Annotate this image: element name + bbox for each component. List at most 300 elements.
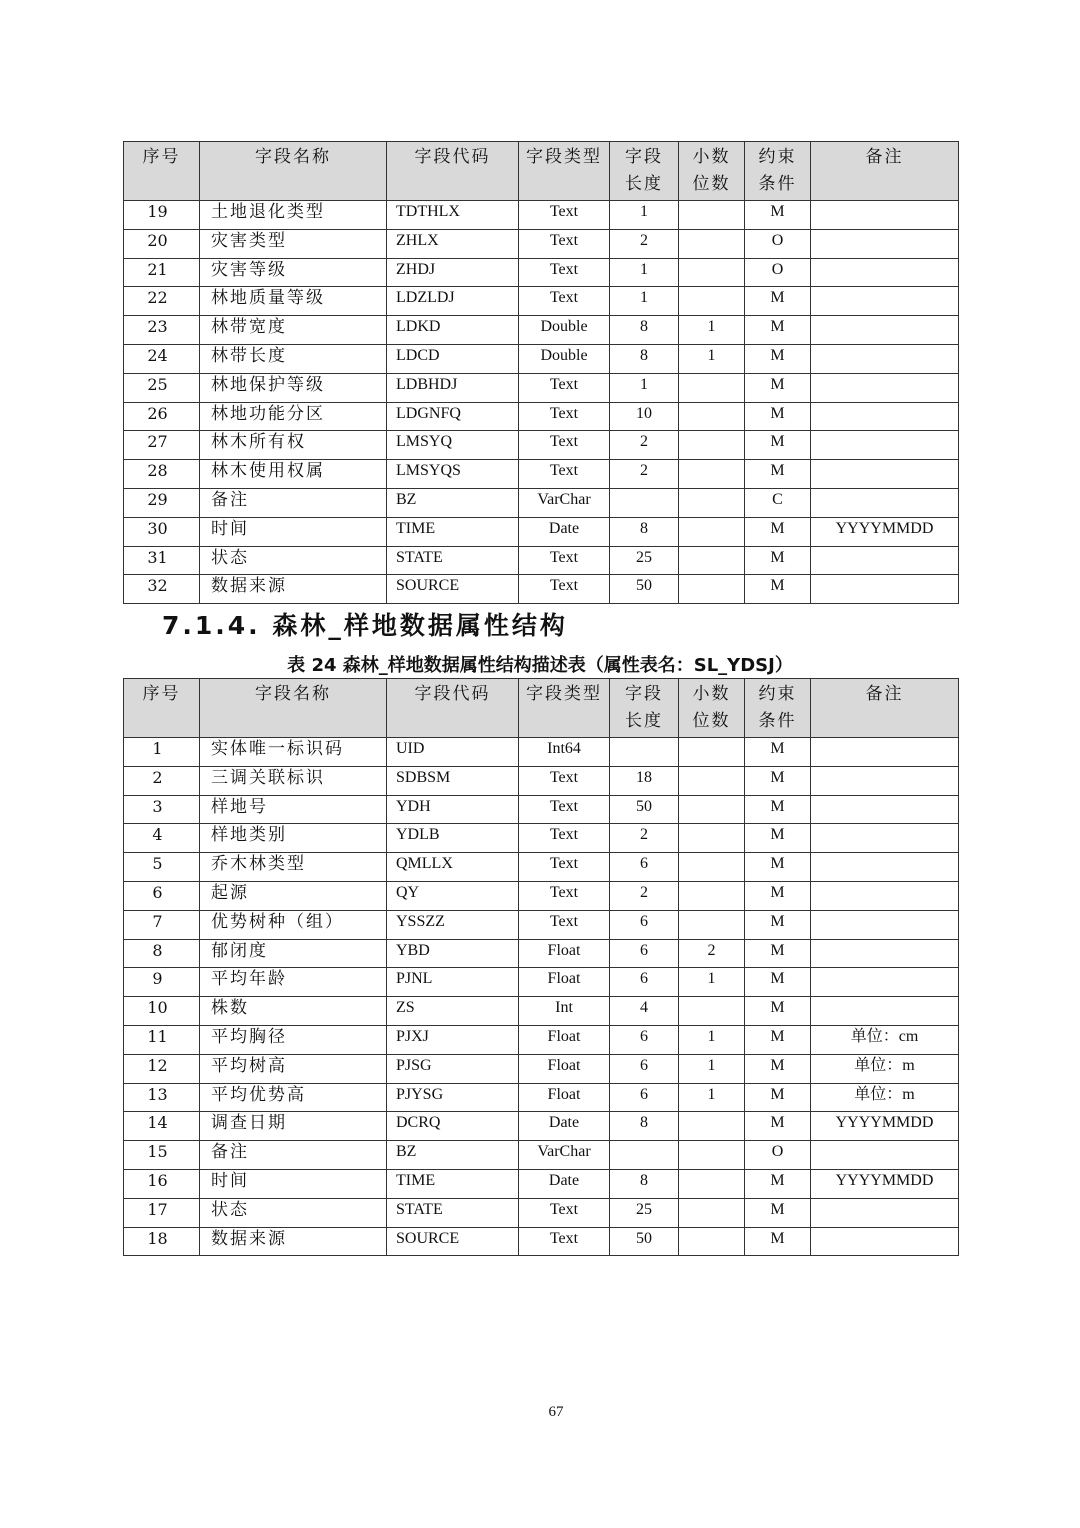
cell-seq: 19 — [124, 201, 200, 230]
header-name: 字段名称 — [200, 142, 387, 201]
cell-field-type: Text — [519, 1227, 610, 1256]
cell-constraint: M — [745, 997, 811, 1026]
cell-decimals: 1 — [679, 1083, 745, 1112]
cell-field-code: LMSYQS — [387, 460, 519, 489]
cell-constraint: M — [745, 316, 811, 345]
cell-decimals — [679, 1141, 745, 1170]
cell-field-code: BZ — [387, 488, 519, 517]
cell-note — [811, 402, 959, 431]
table-row — [124, 575, 959, 604]
header-seq: 序号 — [124, 679, 200, 738]
table-row — [124, 795, 959, 824]
cell-field-code: YSSZZ — [387, 910, 519, 939]
cell-field-length: 25 — [610, 546, 679, 575]
cell-field-length: 10 — [610, 402, 679, 431]
cell-field-length: 2 — [610, 881, 679, 910]
cell-decimals — [679, 201, 745, 230]
table-row — [124, 517, 959, 546]
cell-decimals — [679, 910, 745, 939]
cell-field-type: Text — [519, 287, 610, 316]
cell-field-type: Text — [519, 431, 610, 460]
table-row — [124, 1141, 959, 1170]
cell-field-type: Float — [519, 1083, 610, 1112]
cell-seq: 28 — [124, 460, 200, 489]
cell-field-type: Text — [519, 795, 610, 824]
table-row — [124, 402, 959, 431]
cell-constraint: M — [745, 373, 811, 402]
cell-field-name: 林木所有权 — [200, 431, 387, 460]
cell-constraint: M — [745, 344, 811, 373]
cell-field-code: ZHLX — [387, 229, 519, 258]
cell-field-length: 8 — [610, 316, 679, 345]
cell-field-type: Text — [519, 460, 610, 489]
cell-decimals — [679, 795, 745, 824]
cell-field-name: 实体唯一标识码 — [200, 738, 387, 767]
cell-field-length — [610, 738, 679, 767]
cell-field-code: QY — [387, 881, 519, 910]
header-decimals: 小数位数 — [692, 147, 731, 194]
cell-seq: 10 — [124, 997, 200, 1026]
table-row — [124, 766, 959, 795]
cell-field-code: SDBSM — [387, 766, 519, 795]
cell-decimals — [679, 824, 745, 853]
cell-field-name: 平均优势高 — [200, 1083, 387, 1112]
table-row — [124, 460, 959, 489]
cell-field-length: 1 — [610, 373, 679, 402]
table-row — [124, 431, 959, 460]
cell-field-name: 样地类别 — [200, 824, 387, 853]
cell-decimals: 1 — [679, 1054, 745, 1083]
table1-body — [124, 201, 959, 604]
cell-field-name: 调查日期 — [200, 1112, 387, 1141]
cell-field-name: 土地退化类型 — [200, 201, 387, 230]
cell-decimals — [679, 373, 745, 402]
table-row — [124, 258, 959, 287]
cell-field-length: 50 — [610, 575, 679, 604]
cell-field-name: 林地保护等级 — [200, 373, 387, 402]
cell-note: 单位：m — [811, 1054, 959, 1083]
cell-note: YYYYMMDD — [811, 1169, 959, 1198]
cell-field-type: Text — [519, 402, 610, 431]
header-code: 字段代码 — [387, 142, 519, 201]
table-row — [124, 738, 959, 767]
cell-field-type: Date — [519, 517, 610, 546]
cell-constraint: M — [745, 738, 811, 767]
cell-field-code: PJNL — [387, 968, 519, 997]
cell-seq: 4 — [124, 824, 200, 853]
cell-field-length — [610, 488, 679, 517]
cell-field-code: BZ — [387, 1141, 519, 1170]
cell-field-length — [610, 1141, 679, 1170]
table-row — [124, 373, 959, 402]
cell-decimals — [679, 575, 745, 604]
table-row — [124, 201, 959, 230]
cell-note — [811, 1141, 959, 1170]
table-row — [124, 1083, 959, 1112]
cell-field-length: 8 — [610, 1169, 679, 1198]
table-row — [124, 881, 959, 910]
cell-seq: 23 — [124, 316, 200, 345]
cell-field-name: 平均胸径 — [200, 1025, 387, 1054]
table-row — [124, 1112, 959, 1141]
table-row — [124, 1169, 959, 1198]
cell-constraint: M — [745, 575, 811, 604]
table-row — [124, 1025, 959, 1054]
cell-seq: 1 — [124, 738, 200, 767]
cell-seq: 31 — [124, 546, 200, 575]
cell-field-length: 6 — [610, 1025, 679, 1054]
cell-field-name: 状态 — [200, 546, 387, 575]
cell-seq: 29 — [124, 488, 200, 517]
table-row — [124, 287, 959, 316]
cell-note — [811, 766, 959, 795]
cell-decimals — [679, 1227, 745, 1256]
cell-decimals — [679, 881, 745, 910]
header-name: 字段名称 — [200, 679, 387, 738]
cell-decimals — [679, 258, 745, 287]
cell-seq: 20 — [124, 229, 200, 258]
cell-decimals — [679, 1112, 745, 1141]
cell-field-code: LDGNFQ — [387, 402, 519, 431]
header-code: 字段代码 — [387, 679, 519, 738]
cell-decimals — [679, 431, 745, 460]
cell-constraint: O — [745, 1141, 811, 1170]
cell-seq: 16 — [124, 1169, 200, 1198]
cell-decimals — [679, 402, 745, 431]
table-row — [124, 1198, 959, 1227]
cell-field-length: 2 — [610, 824, 679, 853]
cell-decimals — [679, 1169, 745, 1198]
cell-constraint: M — [745, 795, 811, 824]
cell-constraint: M — [745, 201, 811, 230]
cell-field-name: 灾害类型 — [200, 229, 387, 258]
cell-seq: 13 — [124, 1083, 200, 1112]
cell-note — [811, 344, 959, 373]
cell-seq: 7 — [124, 910, 200, 939]
cell-field-name: 平均年龄 — [200, 968, 387, 997]
cell-field-length: 4 — [610, 997, 679, 1026]
cell-decimals — [679, 460, 745, 489]
cell-field-code: STATE — [387, 1198, 519, 1227]
cell-note — [811, 968, 959, 997]
table-caption: 表 24 森林_样地数据属性结构描述表（属性表名：SL_YDSJ） — [287, 655, 793, 676]
cell-constraint: M — [745, 881, 811, 910]
cell-decimals: 1 — [679, 968, 745, 997]
cell-field-length: 8 — [610, 517, 679, 546]
table-row — [124, 853, 959, 882]
cell-constraint: O — [745, 229, 811, 258]
cell-field-name: 时间 — [200, 517, 387, 546]
cell-field-length: 6 — [610, 939, 679, 968]
table-row — [124, 229, 959, 258]
cell-decimals — [679, 287, 745, 316]
cell-note — [811, 795, 959, 824]
cell-constraint: C — [745, 488, 811, 517]
cell-field-name: 郁闭度 — [200, 939, 387, 968]
cell-note — [811, 488, 959, 517]
cell-field-length: 6 — [610, 853, 679, 882]
cell-note — [811, 824, 959, 853]
cell-decimals — [679, 853, 745, 882]
cell-field-name: 林木使用权属 — [200, 460, 387, 489]
cell-seq: 3 — [124, 795, 200, 824]
table-row — [124, 910, 959, 939]
cell-field-length: 8 — [610, 344, 679, 373]
table-header-row — [124, 142, 959, 201]
table-row — [124, 939, 959, 968]
cell-field-type: VarChar — [519, 1141, 610, 1170]
cell-field-type: Text — [519, 229, 610, 258]
cell-decimals — [679, 229, 745, 258]
cell-field-type: Text — [519, 201, 610, 230]
table-row — [124, 1054, 959, 1083]
cell-decimals: 2 — [679, 939, 745, 968]
cell-constraint: M — [745, 1083, 811, 1112]
cell-field-name: 三调关联标识 — [200, 766, 387, 795]
cell-field-name: 林带宽度 — [200, 316, 387, 345]
cell-field-length: 50 — [610, 1227, 679, 1256]
table-row — [124, 344, 959, 373]
cell-field-code: STATE — [387, 546, 519, 575]
cell-field-code: ZS — [387, 997, 519, 1026]
cell-field-type: Text — [519, 910, 610, 939]
cell-note: 单位：m — [811, 1083, 959, 1112]
cell-seq: 6 — [124, 881, 200, 910]
cell-decimals — [679, 738, 745, 767]
cell-seq: 17 — [124, 1198, 200, 1227]
cell-field-name: 样地号 — [200, 795, 387, 824]
cell-note — [811, 853, 959, 882]
field-table-continued — [123, 141, 959, 604]
cell-field-length: 6 — [610, 968, 679, 997]
section-heading: 7.1.4. 森林_样地数据属性结构 — [162, 611, 568, 640]
cell-constraint: M — [745, 1112, 811, 1141]
cell-note — [811, 881, 959, 910]
cell-field-type: Text — [519, 575, 610, 604]
cell-constraint: M — [745, 824, 811, 853]
cell-seq: 32 — [124, 575, 200, 604]
cell-field-type: Float — [519, 939, 610, 968]
cell-note — [811, 939, 959, 968]
cell-field-code: PJXJ — [387, 1025, 519, 1054]
cell-seq: 9 — [124, 968, 200, 997]
table-row — [124, 824, 959, 853]
cell-field-length: 6 — [610, 1054, 679, 1083]
cell-field-name: 林带长度 — [200, 344, 387, 373]
header-length: 字段长度 — [625, 147, 663, 194]
table-row — [124, 997, 959, 1026]
cell-note — [811, 431, 959, 460]
header-type: 字段类型 — [526, 684, 602, 704]
cell-decimals — [679, 488, 745, 517]
cell-field-code: LDKD — [387, 316, 519, 345]
cell-constraint: M — [745, 1054, 811, 1083]
cell-constraint: M — [745, 287, 811, 316]
cell-field-length: 1 — [610, 258, 679, 287]
cell-note: YYYYMMDD — [811, 517, 959, 546]
cell-seq: 15 — [124, 1141, 200, 1170]
cell-note — [811, 546, 959, 575]
cell-field-name: 备注 — [200, 488, 387, 517]
cell-field-type: VarChar — [519, 488, 610, 517]
cell-field-length: 25 — [610, 1198, 679, 1227]
cell-field-code: PJSG — [387, 1054, 519, 1083]
cell-field-code: UID — [387, 738, 519, 767]
cell-field-name: 起源 — [200, 881, 387, 910]
cell-field-type: Double — [519, 316, 610, 345]
table-row — [124, 488, 959, 517]
header-decimals: 小数位数 — [692, 684, 731, 731]
cell-constraint: M — [745, 431, 811, 460]
cell-field-type: Text — [519, 546, 610, 575]
cell-field-type: Text — [519, 258, 610, 287]
cell-seq: 5 — [124, 853, 200, 882]
header-constraint: 约束条件 — [758, 684, 797, 731]
cell-constraint: M — [745, 517, 811, 546]
cell-seq: 8 — [124, 939, 200, 968]
cell-field-name: 备注 — [200, 1141, 387, 1170]
header-constraint: 约束条件 — [758, 147, 797, 194]
cell-field-code: LDZLDJ — [387, 287, 519, 316]
cell-note — [811, 738, 959, 767]
cell-field-name: 时间 — [200, 1169, 387, 1198]
header-type: 字段类型 — [526, 147, 602, 167]
cell-seq: 14 — [124, 1112, 200, 1141]
table-header-row — [124, 679, 959, 738]
cell-note — [811, 316, 959, 345]
cell-field-code: ZHDJ — [387, 258, 519, 287]
cell-field-name: 数据来源 — [200, 1227, 387, 1256]
cell-note — [811, 1227, 959, 1256]
cell-field-name: 林地功能分区 — [200, 402, 387, 431]
cell-decimals — [679, 1198, 745, 1227]
header-note: 备注 — [811, 679, 959, 738]
cell-constraint: M — [745, 1169, 811, 1198]
cell-decimals: 1 — [679, 316, 745, 345]
cell-seq: 24 — [124, 344, 200, 373]
cell-decimals — [679, 517, 745, 546]
cell-note — [811, 201, 959, 230]
cell-field-code: TDTHLX — [387, 201, 519, 230]
cell-seq: 26 — [124, 402, 200, 431]
cell-field-code: LDCD — [387, 344, 519, 373]
cell-constraint: M — [745, 968, 811, 997]
cell-field-code: DCRQ — [387, 1112, 519, 1141]
cell-field-code: YBD — [387, 939, 519, 968]
cell-field-length: 50 — [610, 795, 679, 824]
cell-constraint: M — [745, 1198, 811, 1227]
cell-note — [811, 910, 959, 939]
table-row — [124, 968, 959, 997]
cell-field-type: Text — [519, 881, 610, 910]
cell-constraint: M — [745, 853, 811, 882]
cell-field-name: 平均树高 — [200, 1054, 387, 1083]
cell-decimals: 1 — [679, 1025, 745, 1054]
cell-field-name: 林地质量等级 — [200, 287, 387, 316]
cell-field-type: Float — [519, 1025, 610, 1054]
cell-seq: 22 — [124, 287, 200, 316]
cell-field-name: 灾害等级 — [200, 258, 387, 287]
cell-field-name: 乔木林类型 — [200, 853, 387, 882]
cell-note: YYYYMMDD — [811, 1112, 959, 1141]
cell-field-type: Int64 — [519, 738, 610, 767]
cell-decimals — [679, 766, 745, 795]
cell-field-type: Int — [519, 997, 610, 1026]
cell-decimals — [679, 997, 745, 1026]
cell-field-length: 6 — [610, 910, 679, 939]
cell-field-length: 2 — [610, 229, 679, 258]
cell-field-type: Double — [519, 344, 610, 373]
cell-note — [811, 997, 959, 1026]
cell-decimals — [679, 546, 745, 575]
cell-seq: 18 — [124, 1227, 200, 1256]
cell-note — [811, 287, 959, 316]
cell-field-length: 6 — [610, 1083, 679, 1112]
cell-note — [811, 373, 959, 402]
page-number: 67 — [548, 1404, 564, 1420]
cell-field-length: 8 — [610, 1112, 679, 1141]
cell-field-name: 状态 — [200, 1198, 387, 1227]
header-note: 备注 — [811, 142, 959, 201]
cell-constraint: O — [745, 258, 811, 287]
cell-note: 单位：cm — [811, 1025, 959, 1054]
cell-field-code: SOURCE — [387, 575, 519, 604]
cell-constraint: M — [745, 939, 811, 968]
cell-seq: 21 — [124, 258, 200, 287]
cell-field-name: 数据来源 — [200, 575, 387, 604]
field-table-plot-data — [123, 678, 959, 1256]
cell-field-code: SOURCE — [387, 1227, 519, 1256]
cell-constraint: M — [745, 460, 811, 489]
cell-seq: 30 — [124, 517, 200, 546]
cell-field-type: Text — [519, 824, 610, 853]
header-length: 字段长度 — [625, 684, 663, 731]
cell-field-type: Float — [519, 968, 610, 997]
cell-seq: 25 — [124, 373, 200, 402]
cell-note — [811, 575, 959, 604]
table-row — [124, 546, 959, 575]
cell-field-type: Date — [519, 1112, 610, 1141]
table-row — [124, 1227, 959, 1256]
cell-seq: 12 — [124, 1054, 200, 1083]
cell-note — [811, 258, 959, 287]
cell-field-length: 2 — [610, 431, 679, 460]
cell-field-name: 优势树种（组） — [200, 910, 387, 939]
cell-field-type: Text — [519, 853, 610, 882]
cell-field-type: Text — [519, 766, 610, 795]
cell-field-length: 1 — [610, 287, 679, 316]
cell-field-code: TIME — [387, 1169, 519, 1198]
table2-body — [124, 738, 959, 1256]
table-row — [124, 316, 959, 345]
cell-seq: 27 — [124, 431, 200, 460]
cell-constraint: M — [745, 402, 811, 431]
cell-field-code: TIME — [387, 517, 519, 546]
cell-field-length: 2 — [610, 460, 679, 489]
cell-note — [811, 1198, 959, 1227]
header-seq: 序号 — [124, 142, 200, 201]
cell-field-type: Float — [519, 1054, 610, 1083]
cell-seq: 2 — [124, 766, 200, 795]
cell-field-code: YDH — [387, 795, 519, 824]
cell-field-type: Text — [519, 1198, 610, 1227]
cell-field-type: Date — [519, 1169, 610, 1198]
cell-field-length: 18 — [610, 766, 679, 795]
cell-field-code: QMLLX — [387, 853, 519, 882]
cell-field-code: LDBHDJ — [387, 373, 519, 402]
cell-constraint: M — [745, 1227, 811, 1256]
cell-field-type: Text — [519, 373, 610, 402]
